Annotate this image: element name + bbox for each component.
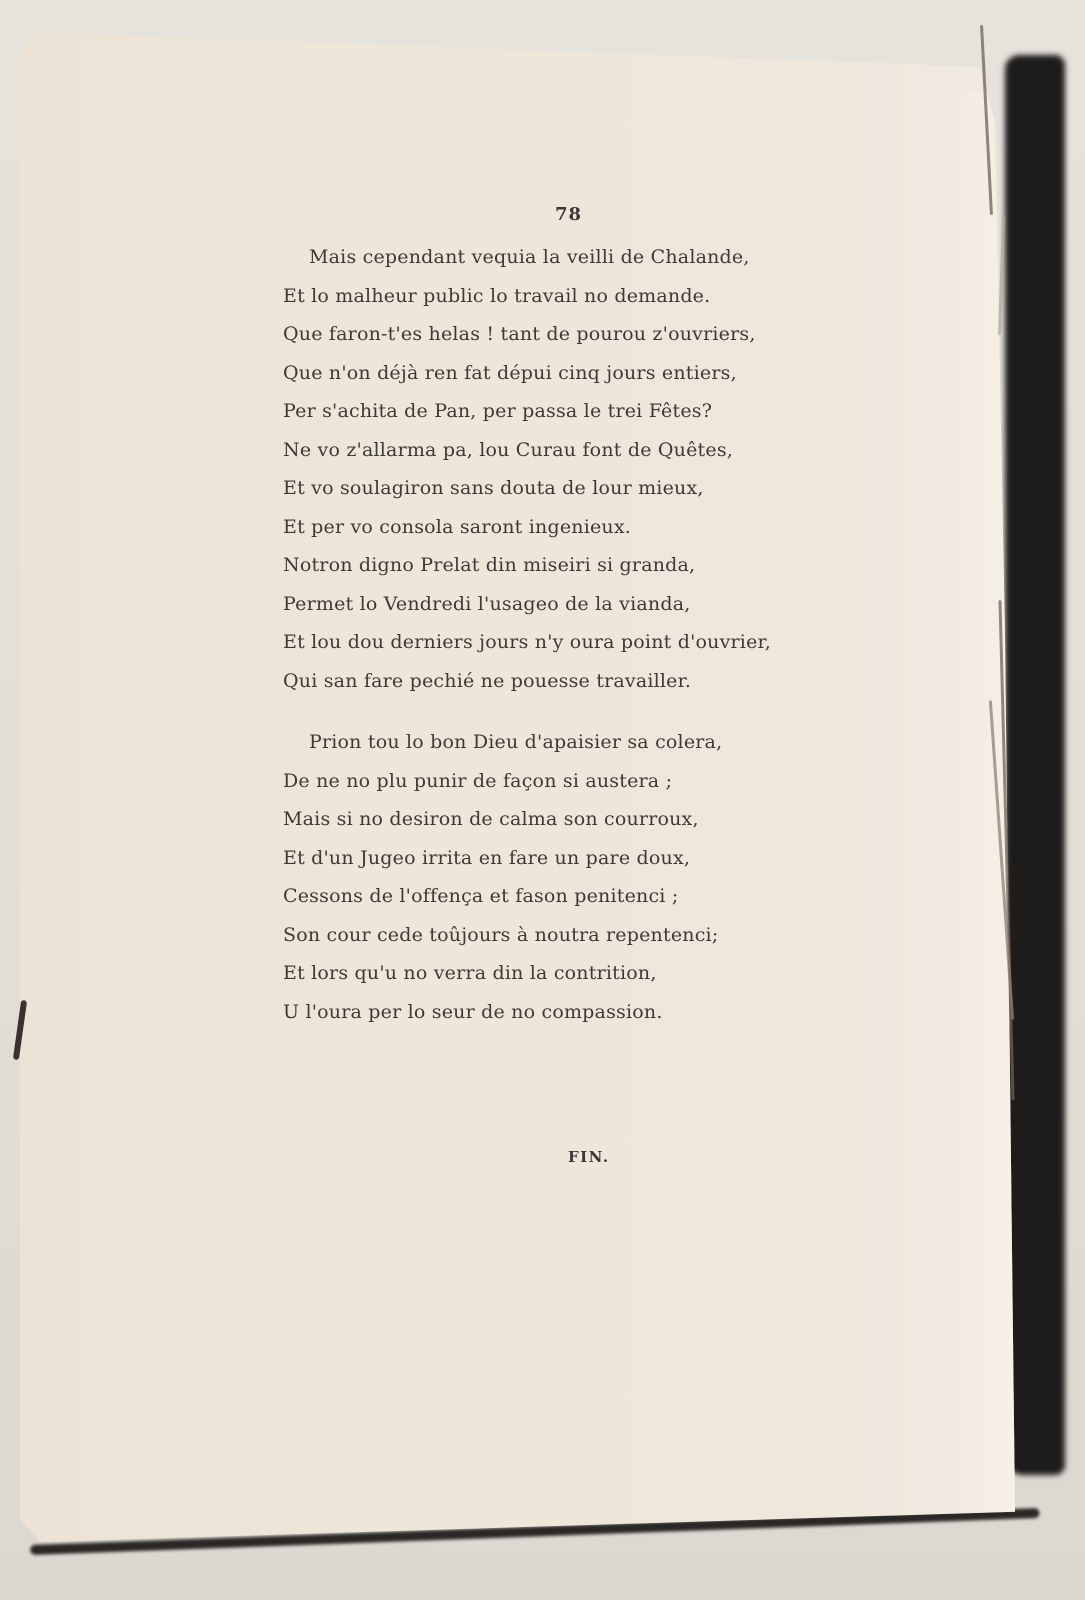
end-mark: FIN.	[568, 1148, 610, 1166]
verse-line: Que n'on déjà ren fat dépui cinq jours entiers,	[283, 361, 737, 384]
verse-line: Permet lo Vendredi l'usageo de la vianda,	[283, 592, 691, 615]
verse-line: Qui san fare pechié ne pouesse travailler.	[283, 669, 692, 692]
verse-line: Et per vo consola saront ingenieux.	[283, 515, 632, 538]
verse-line: Mais cependant vequia la veilli de Chalande,	[309, 246, 750, 268]
verse-line: Mais si no desiron de calma son courroux,	[283, 808, 699, 830]
verse-line: Notron digno Prelat din miseiri si granda,	[283, 554, 696, 576]
verse-line: Cessons de l'offença et fason penitenci ;	[283, 885, 679, 907]
verse-line: Son cour cede toûjours à noutra repentenci;	[283, 923, 719, 946]
verse-line: De ne no plu punir de façon si austera ;	[283, 769, 673, 792]
verse-line: Que faron-t'es helas ! tant de pourou z'ouvriers,	[283, 323, 756, 345]
verse-line: Et d'un Jugeo irrita en fare un pare doux,	[283, 846, 691, 869]
stanza-2	[283, 723, 843, 1031]
page-number: 78	[555, 204, 583, 225]
verse-line: U l'oura per lo seur de no compassion.	[283, 1000, 663, 1023]
verse-line: Prion tou lo bon Dieu d'apaisier sa colera,	[309, 731, 723, 753]
page-shadow	[1005, 55, 1065, 1475]
verse-line: Et lo malheur public lo travail no demande.	[283, 284, 711, 307]
verse-line: Et vo soulagiron sans douta de lour mieux,	[283, 477, 704, 499]
verse-line: Et lors qu'u no verra din la contrition,	[283, 962, 657, 984]
verse-line: Ne vo z'allarma pa, lou Curau font de Quêtes,	[283, 438, 734, 461]
verse-line: Per s'achita de Pan, per passa le trei Fêtes?	[283, 400, 713, 422]
verse-line: Et lou dou derniers jours n'y oura point d'ouvrier,	[283, 631, 771, 653]
stanza-1	[283, 238, 843, 700]
